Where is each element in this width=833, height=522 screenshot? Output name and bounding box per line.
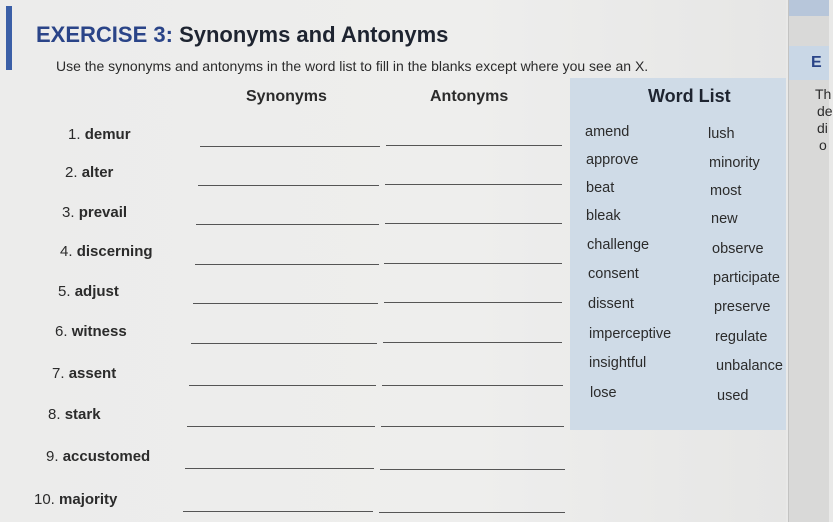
word-list-title: Word List (648, 86, 731, 106)
item-word: prevail (78, 204, 128, 221)
adjacent-page-text: o (819, 137, 827, 153)
word-list-entry: insightful (589, 355, 647, 371)
item-word: discerning (76, 243, 153, 260)
item-number: 7. (52, 365, 65, 382)
word-list-entry: used (717, 388, 749, 404)
antonym-blank[interactable] (383, 342, 562, 343)
synonym-blank[interactable] (196, 224, 379, 225)
exercise-item (60, 243, 153, 260)
word-list-entry: imperceptive (589, 326, 672, 342)
item-word: stark (64, 406, 101, 423)
item-number: 9. (46, 448, 59, 465)
word-list-entry: bleak (586, 208, 621, 224)
adjacent-page-heading: E (811, 54, 822, 71)
adjacent-page-text: de (817, 103, 833, 119)
exercise-label: EXERCISE 3: (36, 22, 173, 47)
instructions: Use the synonyms and antonyms in the word list to fill in the blanks except where you see an X. (56, 58, 649, 74)
antonym-blank[interactable] (385, 184, 562, 185)
item-number: 3. (62, 204, 75, 221)
antonym-blank[interactable] (385, 223, 562, 224)
exercise-item (65, 164, 113, 181)
antonym-blank[interactable] (381, 426, 564, 427)
synonym-blank[interactable] (191, 343, 377, 344)
antonym-blank[interactable] (384, 263, 562, 264)
antonym-blank[interactable] (380, 469, 565, 470)
exercise-item (62, 204, 127, 221)
item-number: 5. (58, 283, 71, 300)
item-word: alter (81, 164, 114, 181)
word-list-entry: observe (712, 241, 764, 257)
adjacent-page-text: di (817, 120, 828, 136)
exercise-item (58, 283, 119, 300)
item-word: majority (59, 491, 118, 508)
exercise-item (34, 491, 117, 508)
synonym-blank[interactable] (195, 264, 379, 265)
item-word: accustomed (62, 448, 151, 465)
exercise-name: Synonyms and Antonyms (179, 22, 449, 47)
word-list-entry: minority (709, 155, 760, 171)
exercise-title (36, 22, 448, 48)
adjacent-page-text: Th (815, 86, 832, 102)
word-list-entry: amend (585, 124, 630, 140)
item-number: 10. (34, 491, 55, 508)
item-word: witness (71, 323, 127, 340)
word-list-entry: beat (586, 180, 615, 196)
synonym-blank[interactable] (200, 146, 380, 147)
synonyms-header: Synonyms (246, 88, 327, 105)
word-list-entry: lose (590, 385, 617, 401)
word-list-entry: regulate (715, 329, 768, 345)
exercise-item (52, 365, 116, 382)
antonym-blank[interactable] (379, 512, 565, 513)
item-word: adjust (74, 283, 119, 300)
adjacent-page (788, 0, 833, 522)
word-list-entry: dissent (588, 296, 634, 312)
exercise-item (46, 448, 150, 465)
exercise-item (48, 406, 101, 423)
word-list-entry: approve (586, 152, 639, 168)
synonym-blank[interactable] (193, 303, 378, 304)
adjacent-page-top-band (789, 0, 829, 16)
word-list-entry: consent (588, 266, 639, 282)
synonym-blank[interactable] (198, 185, 379, 186)
antonym-blank[interactable] (386, 145, 562, 146)
word-list-entry: challenge (587, 237, 650, 253)
synonym-blank[interactable] (183, 511, 373, 512)
synonym-blank[interactable] (189, 385, 376, 386)
exercise-item (55, 323, 127, 340)
antonym-blank[interactable] (384, 302, 562, 303)
antonym-blank[interactable] (382, 385, 563, 386)
antonyms-header: Antonyms (430, 88, 509, 105)
item-number: 8. (48, 406, 61, 423)
item-number: 4. (60, 243, 73, 260)
adjacent-page-heading-band (789, 46, 829, 80)
item-number: 6. (55, 323, 68, 340)
item-word: assent (68, 365, 117, 382)
word-list-entry: preserve (714, 299, 771, 315)
synonym-blank[interactable] (187, 426, 375, 427)
word-list-entry: participate (713, 270, 780, 286)
item-number: 2. (65, 164, 78, 181)
item-number: 1. (68, 126, 81, 143)
word-list-entry: unbalance (716, 358, 783, 374)
exercise-item (68, 126, 131, 143)
word-list-entry: most (710, 183, 742, 199)
word-list-entry: new (711, 211, 738, 227)
word-list-entry: lush (708, 126, 735, 142)
synonym-blank[interactable] (185, 468, 374, 469)
item-word: demur (84, 126, 131, 143)
section-accent-bar (6, 6, 12, 70)
